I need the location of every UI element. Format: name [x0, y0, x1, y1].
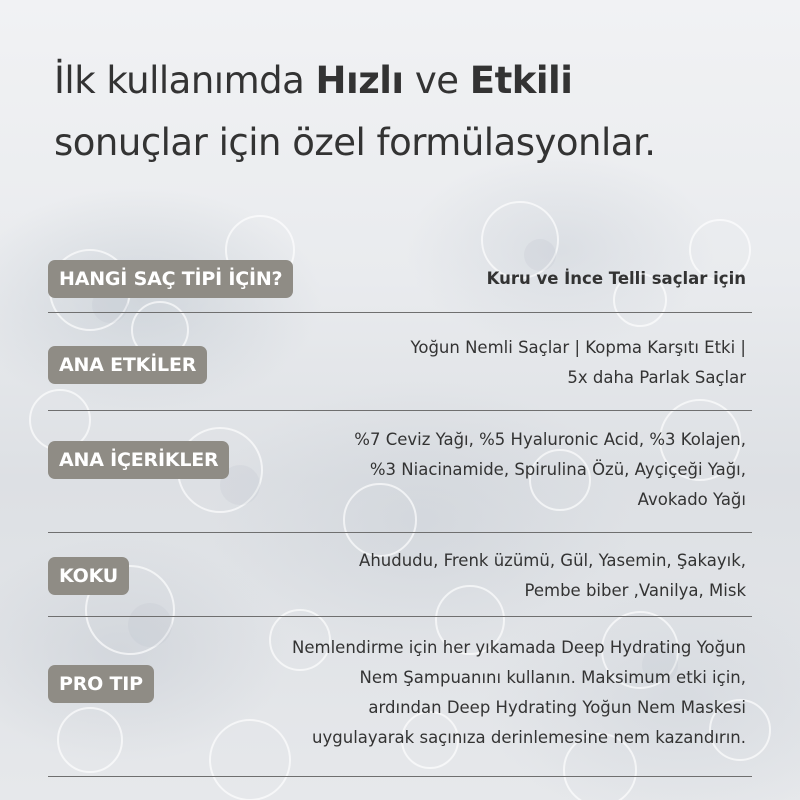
value-hair-type [487, 264, 746, 294]
value-line: Nemlendirme için her yıkamada Deep Hydrating Yoğun [292, 638, 746, 657]
badge-scent: KOKU [48, 557, 129, 595]
badge-hair-type: HANGİ SAÇ TİPİ İÇİN? [48, 260, 293, 298]
value-main-ingredients [354, 425, 746, 515]
value-line: Pembe biber ,Vanilya, Misk [524, 581, 746, 600]
divider [48, 776, 752, 777]
badge-pro-tip: PRO TIP [48, 665, 154, 703]
value-line: Ahududu, Frenk üzümü, Gül, Yasemin, Şakayık, [359, 551, 746, 570]
value-line: Yoğun Nemli Saçlar | Kopma Karşıtı Etki | [410, 338, 746, 357]
value-line: Nem Şampuanını kullanın. Maksimum etki için, [359, 668, 746, 687]
value-line: %3 Niacinamide, Spirulina Özü, Ayçiçeği Yağı, [369, 460, 746, 479]
headline-emphasis: Etkili [469, 59, 573, 102]
divider [48, 312, 752, 313]
value-line: ardından Deep Hydrating Yoğun Nem Maskesi [368, 698, 746, 717]
headline-emphasis: Hızlı [315, 59, 404, 102]
value-line: %7 Ceviz Yağı, %5 Hyaluronic Acid, %3 Kolajen, [354, 430, 746, 449]
headline-text: ve [403, 59, 470, 102]
badge-main-effects: ANA ETKİLER [48, 346, 207, 384]
badge-main-ingredients: ANA İÇERİKLER [48, 441, 229, 479]
value-main-effects [410, 333, 746, 393]
value-line: uygulayarak saçınıza derinlemesine nem kazandırın. [312, 728, 746, 747]
headline [54, 50, 774, 174]
value-pro-tip [292, 633, 746, 753]
value-line: Avokado Yağı [637, 490, 746, 509]
value-line: 5x daha Parlak Saçlar [567, 368, 746, 387]
divider [48, 410, 752, 411]
headline-line-1 [54, 50, 774, 112]
value-scent [359, 546, 746, 606]
headline-text: İlk kullanımda [54, 59, 316, 102]
value-line: Kuru ve İnce Telli saçlar için [486, 269, 746, 288]
divider [48, 616, 752, 617]
divider [48, 532, 752, 533]
headline-line-2: sonuçlar için özel formülasyonlar. [54, 121, 656, 164]
